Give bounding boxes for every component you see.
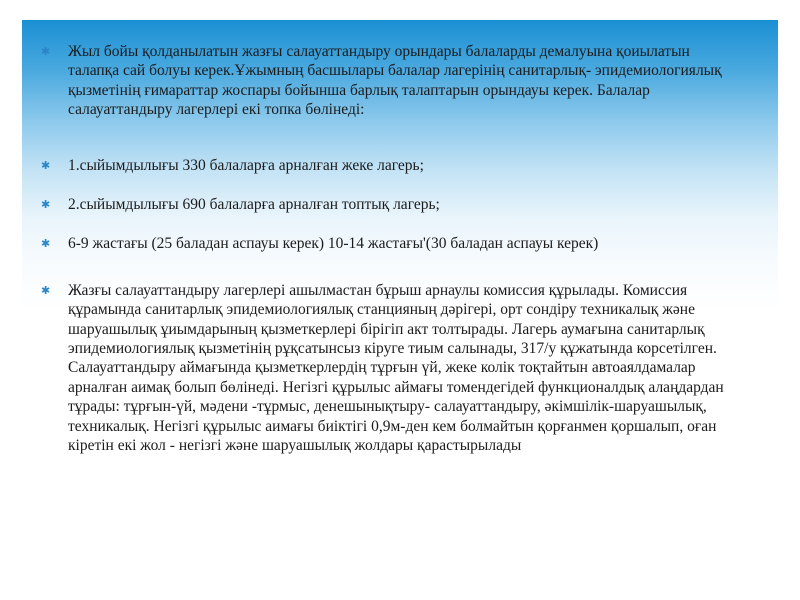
bullet-text: 2.сыйымдылығы 690 балаларға арналған топтық лагерь; [68, 196, 440, 214]
bullet-text: 6-9 жастағы (25 баладан аспауы керек) 10-14 жастағы'(30 баладан аспауы керек) [68, 235, 599, 253]
bullet-item [38, 195, 738, 214]
bullet-text: Жыл бойы қолданылатын жазғы салауаттандыру орындары балаларды демалуына қоиылатын талапқа сай болуы керек.Ұжымның басшылары балалар лагерінің санитарлық- эпидемиологиялық қызметінің ғимараттар жоспары бойынша барлық талаптарын орындауы керек. Балалар салауаттандыру лагерлері екі топка бөлінеді: [68, 43, 722, 119]
bullet-item [38, 281, 738, 456]
bullet-item [38, 42, 738, 120]
slide-content [38, 42, 738, 456]
star-bullet-icon: ✱ [41, 237, 51, 251]
star-bullet-icon: ✱ [41, 283, 51, 297]
star-bullet-icon: ✱ [41, 198, 51, 212]
star-bullet-icon: ✱ [41, 45, 51, 58]
star-bullet-icon: ✱ [41, 158, 51, 172]
bullet-item [38, 234, 738, 253]
bullet-item [38, 156, 738, 175]
bullet-text: Жазғы салауаттандыру лагерлері ашылмастан бұрыш арнаулы комиссия құрылады. Комиссия құрамында санитарлық эпидемиологиялық станцияның дәрігері, орт сондіру техникалық және шаруашылық ұиымдарының қызметкерлері бірігіп акт толтырады. Лагерь аумағына санитарлық эпидемиологиялық қызметінің рұқсатынсыз кіруге тиым салынады, 317/у құжатында корсетілген. Салауаттандыру аймағында қызметкерлердің тұрғын үй, жеке колік тоқтайтын автоаялдамалар арналған аимақ болып бөлінеді. Негізгі құрылыс аймағы томендегідей функционалдық алаңдардан тұрады: тұрғын-үй, мәдени -тұрмыс, денешынықтыру- салауаттандыру, әкімшілік-шаруашылық, техникалық. Негізгі құрылыс аимағы биіктігі 0,9м-ден кем болмайтын қорғанмен қоршалып, оған кіретін екі жол - негізгі және шаруашылық жолдары қарастырылады [68, 281, 724, 455]
bullet-text: 1.сыйымдылығы 330 балаларға арналған жеке лагерь; [68, 156, 424, 174]
